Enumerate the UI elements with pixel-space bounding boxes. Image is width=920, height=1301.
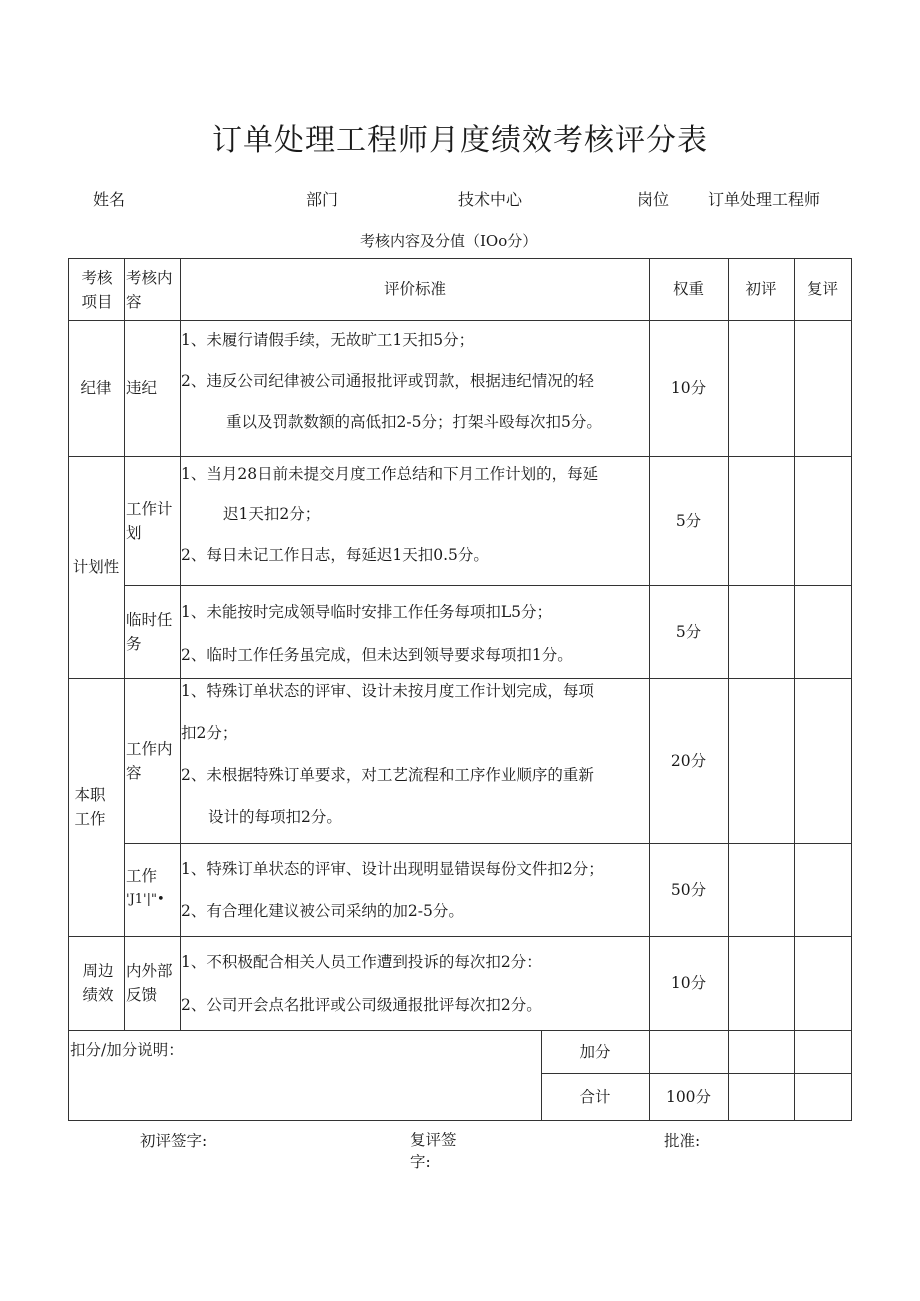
item-cell: 临时任务 bbox=[126, 610, 173, 653]
name-label: 姓名 bbox=[93, 190, 126, 209]
criteria-line: 2、每日未记工作日志，每延迟1天扣0.5分。 bbox=[181, 546, 489, 564]
header-second-review: 复评 bbox=[806, 280, 838, 298]
criteria-line: 设计的每项扣2分。 bbox=[208, 808, 342, 826]
criteria-line: 2、有合理化建议被公司采纳的加2-5分。 bbox=[181, 902, 464, 920]
total-value: 100分 bbox=[665, 1087, 712, 1106]
score-table bbox=[68, 258, 852, 1121]
item-cell: 工作内容 bbox=[126, 739, 173, 782]
criteria-line: 1、特殊订单状态的评审、设计未按月度工作计划完成，每项 bbox=[181, 682, 594, 700]
item-cell: 违纪 bbox=[126, 379, 158, 397]
weight-cell: 20分 bbox=[670, 751, 707, 770]
criteria-line: 重以及罚款数额的高低扣2-5分；打架斗殴每次扣5分。 bbox=[226, 413, 602, 431]
criteria-line: 1、特殊订单状态的评审、设计出现明显错误每份文件扣2分； bbox=[181, 860, 604, 878]
category-cell: 周边绩效 bbox=[82, 962, 114, 1004]
criteria-line: 1、当月28日前未提交月度工作总结和下月工作计划的，每延 bbox=[181, 465, 599, 483]
weight-cell: 5分 bbox=[675, 511, 702, 530]
criteria-line: 扣2分； bbox=[181, 724, 238, 742]
item-cell-line2: 'J1'|"• bbox=[126, 892, 165, 907]
item-cell: 内外部反馈 bbox=[126, 962, 173, 1004]
weight-cell: 10分 bbox=[670, 974, 707, 992]
category-cell: 计划性 bbox=[72, 558, 120, 576]
criteria-line: 1、未履行请假手续，无故旷工1天扣5分； bbox=[181, 331, 475, 349]
criteria-line: 2、违反公司纪律被公司通报批评或罚款，根据违纪情况的轻 bbox=[181, 372, 594, 390]
post-label: 岗位 bbox=[637, 190, 670, 209]
bonus-label: 加分 bbox=[579, 1042, 611, 1061]
criteria-line: 2、公司开会点名批评或公司级通报批评每次扣2分。 bbox=[181, 996, 542, 1014]
first-review-signature-label: 初评签字: bbox=[140, 1132, 208, 1150]
category-cell: 本职工作 bbox=[74, 786, 106, 828]
criteria-line: 2、未根据特殊订单要求，对工艺流程和工序作业顺序的重新 bbox=[181, 766, 594, 784]
weight-cell: 5分 bbox=[675, 622, 702, 641]
weight-cell: 50分 bbox=[670, 880, 707, 899]
criteria-line: 1、不积极配合相关人员工作遭到投诉的每次扣2分： bbox=[181, 953, 542, 971]
category-cell: 纪律 bbox=[80, 379, 112, 397]
total-label: 合计 bbox=[579, 1087, 611, 1106]
table-subtitle: 考核内容及分值（IOo分） bbox=[360, 232, 538, 250]
dept-label: 部门 bbox=[306, 190, 339, 209]
item-cell: 工作计划 bbox=[126, 499, 173, 542]
post-value: 订单处理工程师 bbox=[708, 190, 821, 209]
criteria-line: 2、临时工作任务虽完成，但未达到领导要求每项扣1分。 bbox=[181, 646, 573, 664]
dept-value: 技术中心 bbox=[458, 190, 523, 209]
header-weight: 权重 bbox=[672, 280, 704, 298]
item-cell-line1: 工作 bbox=[126, 867, 158, 885]
header-category: 考核项目 bbox=[81, 269, 113, 311]
second-review-signature-label: 复评签字: bbox=[410, 1131, 457, 1171]
criteria-line: 迟1天扣2分； bbox=[223, 505, 321, 523]
header-criteria: 评价标准 bbox=[383, 280, 446, 298]
header-first-review: 初评 bbox=[745, 280, 777, 298]
note-label: 扣分/加分说明： bbox=[70, 1041, 184, 1059]
approval-label: 批准: bbox=[664, 1132, 701, 1150]
page-title: 订单处理工程师月度绩效考核评分表 bbox=[212, 123, 708, 158]
weight-cell: 10分 bbox=[670, 379, 707, 397]
header-item: 考核内容 bbox=[126, 269, 173, 311]
criteria-line: 1、未能按时完成领导临时安排工作任务每项扣L5分； bbox=[181, 603, 553, 621]
